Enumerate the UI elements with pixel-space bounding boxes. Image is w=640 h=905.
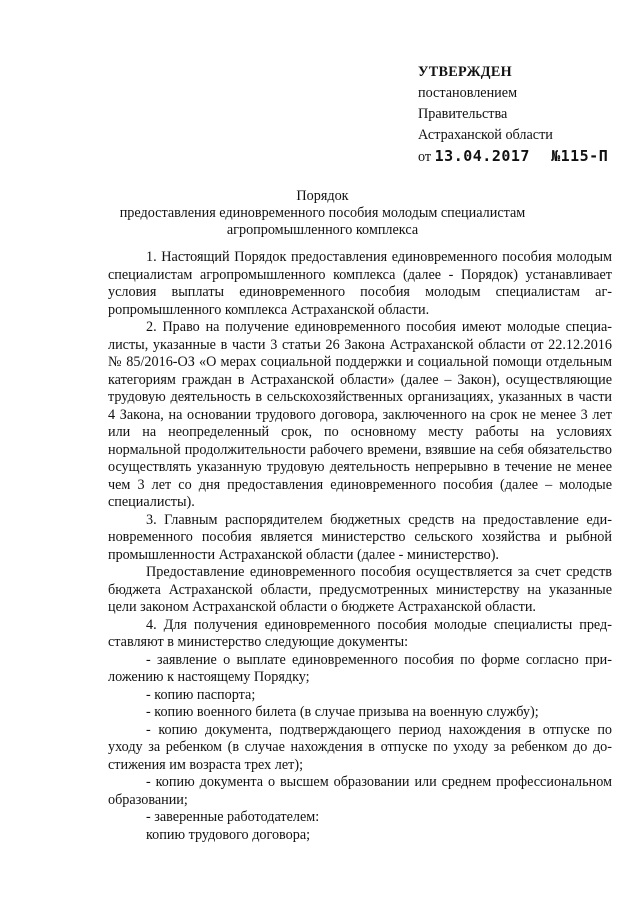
paragraph: Предоставление единовременного пособия осуществляется за счет средств бюджета Астраханской области, предусмотренных министерству на указанные цели законом Астраханской области о бюджете Астраханской области.: [108, 564, 612, 615]
document-body: [108, 249, 612, 844]
title-line-3: агропромышленного комплекса: [226, 222, 419, 238]
list-item: - копию паспорта;: [146, 686, 256, 703]
list-item: - заверенные работодателем:: [146, 809, 320, 825]
approval-date: 13.04.2017: [434, 147, 530, 165]
list-item: - заявление о выплате единовременного пособия по форме согласно приложению к настоящему Порядку;: [108, 651, 612, 685]
approval-date-prefix: от: [418, 149, 432, 165]
list-item: - копию военного билета (в случае призыва на военную службу);: [146, 704, 539, 720]
approval-line-region: Астраханской области: [418, 127, 553, 143]
paragraph: 1. Настоящий Порядок предоставления единовременного пособия молодым специалистам агропромышленного комплекса (далее - Порядок) устанавливает условия выплаты единовременного пособия молодым специалистам агропромышленного комплекса Астраханской области.: [108, 249, 612, 318]
title-line-2: предоставления единовременного пособия молодым специалистам: [119, 205, 526, 221]
list-item: - копию документа, подтверждающего период нахождения в отпуске по уходу за ребенком (в случае нахождения в отпуске по уходу за ребенком до достижения им возраста трех лет);: [108, 721, 612, 773]
approval-block: [418, 62, 608, 168]
list-item: копию трудового договора;: [146, 826, 311, 843]
approval-line-government: Правительства: [418, 106, 508, 122]
list-item: - копию документа о высшем образовании или среднем профессиональном образовании;: [108, 774, 612, 808]
approval-line-resolution: постановлением: [418, 85, 518, 101]
document-title: [100, 188, 545, 239]
title-line-1: Порядок: [296, 188, 349, 204]
approval-heading: УТВЕРЖДЕН: [418, 64, 512, 80]
paragraph: 4. Для получения единовременного пособия молодые специалисты представляют в министерство следующие документы:: [108, 616, 612, 650]
approval-date-line: [418, 146, 608, 168]
paragraph: 3. Главным распорядителем бюджетных средств на предоставление единовременного пособия является министерство сельского хозяйства и рыбной промышленности Астраханской области (далее - министерство).: [108, 511, 612, 563]
approval-number: №115-П: [551, 147, 609, 165]
paragraph: 2. Право на получение единовременного пособия имеют молодые специалисты, указанные в части 3 статьи 26 Закона Астраханской области от 22.12.2016 № 85/2016-ОЗ «О мерах социальной поддержки и социальной помощи отдельным категориям граждан в Астраханской области» (далее – Закон), осуществляющие трудовую деятельность в сельскохозяйственных организациях, указанных в части 4 Закона, на основании трудового договора, заключенного на срок не менее 3 лет или на неопределенный срок, по основному месту работы на условиях нормальной продолжительности рабочего времени, взявшие на себя обязательство осуществлять указанную трудовую деятельность непрерывно в течение не менее чем 3 лет со дня предоставления единовременного пособия (далее – молодые специалисты).: [108, 319, 612, 510]
